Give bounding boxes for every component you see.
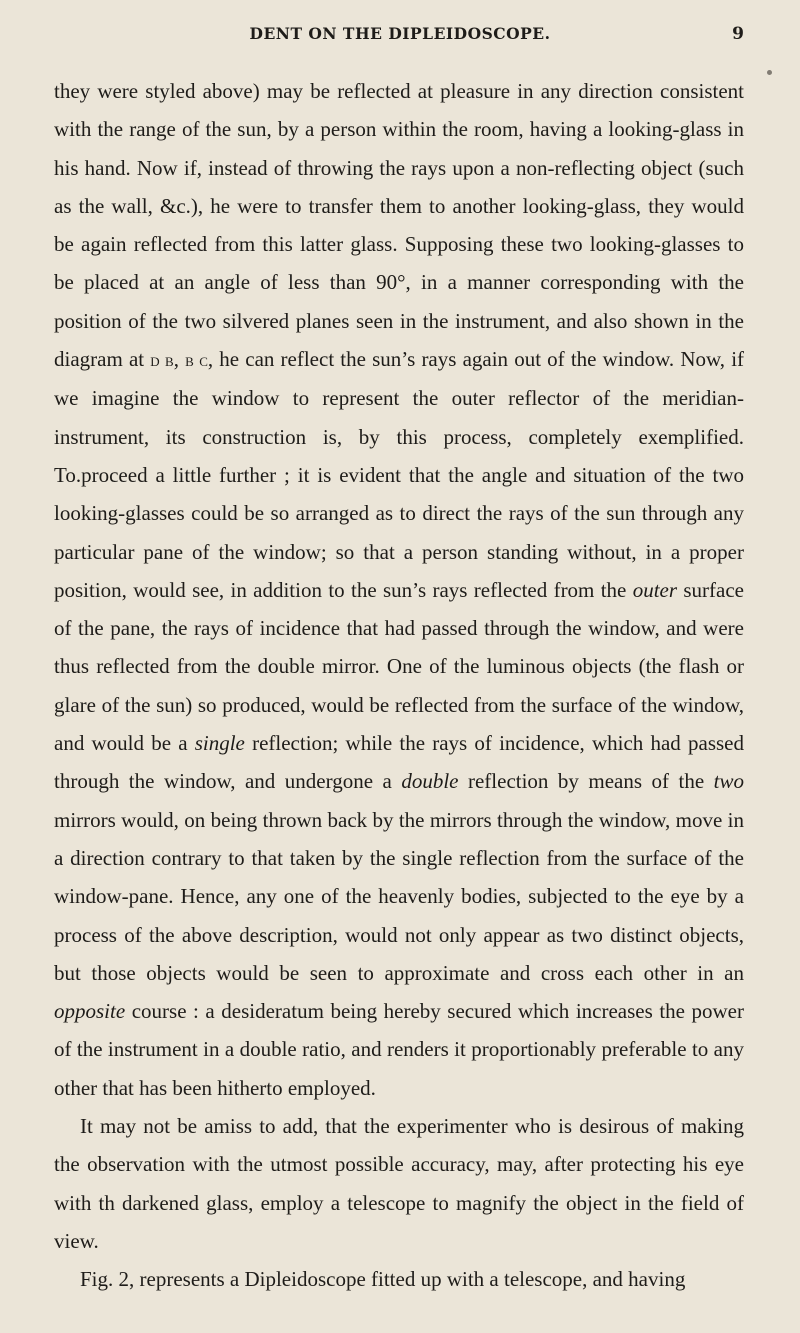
paragraph-1 — [54, 72, 744, 1107]
paragraph-3: Fig. 2, represents a Dipleidoscope fitted up with a telescope, and having — [80, 1267, 686, 1292]
text-run: they were styled above) may be reflected at pleasure in any direction consistent with the range of the sun, by a person within the room, having a looking-glass in his hand. Now if, instead of throwing the rays upon a non-reflecting object (such as the wall, &c.), he were to transfer them to another looking-glass, they would be again reflected from this latter glass. Supposing these two looking-glasses to be placed at an angle of less than 90°, in a manner corresponding with the position of the two silvered planes seen in the instrument, and also shown in the diagram at — [54, 79, 744, 372]
text-run: course : a desideratum being hereby secured which increases the power of the instrument in a double ratio, and renders it proportionably preferable to any other that has been hitherto employed. — [54, 999, 744, 1100]
emphasis-two: two — [713, 769, 744, 794]
text-run: reflection by means of the — [458, 769, 714, 794]
page-number: 9 — [732, 24, 744, 44]
diagram-ref-db: d b — [150, 350, 174, 371]
running-title: DENT ON THE DIPLEIDOSCOPE. — [249, 24, 551, 43]
text-run: mirrors would, on being thrown back by the mirrors through the window, move in a direction contrary to that taken by the single reflection from the surface of the window-pane. Hence, any one of the heavenly bodies, subjected to the eye by a process of the above description, would not only appear as two distinct objects, but those objects would be seen to approximate and cross each other in an — [54, 807, 744, 985]
emphasis-outer: outer — [632, 577, 678, 602]
text-run: surface of the pane, the rays of incidence that had passed through the window, and were thus reflected from the double mirror. One of the luminous objects (the flash or glare of the sun) so produced, would be reflected from the surface of the window, and would be a — [54, 577, 745, 756]
text-run: reflection; while the rays of incidence, which had passed through the window, and undergone a — [54, 731, 744, 794]
emphasis-single: single — [194, 731, 245, 756]
text-run: , — [173, 347, 186, 372]
diagram-ref-bc: b c — [185, 350, 208, 371]
body-text — [54, 72, 744, 1299]
ink-speck — [767, 70, 772, 75]
emphasis-double: double — [401, 769, 459, 794]
page-header — [56, 24, 744, 52]
paragraph-2: It may not be amiss to add, that the experimenter who is desirous of making the observation with the utmost possible accuracy, may, after protecting his eye with th darkened glass, employ a telescope to magnify the object in the field of view. — [54, 1114, 744, 1253]
text-run: , he can reflect the sun’s rays again out of the window. Now, if we imagine the window to represent the outer reflector of the meridian-instrument, its construction is, by this process, completely exemplified. To.proceed a little further ; it is evident that the angle and situation of the two looking-glasses could be so arranged as to direct the rays of the sun through any particular pane of the window; so that a person standing without, in a proper position, would see, in addition to the sun’s rays reflected from the — [54, 347, 745, 602]
emphasis-opposite: opposite — [54, 999, 126, 1024]
